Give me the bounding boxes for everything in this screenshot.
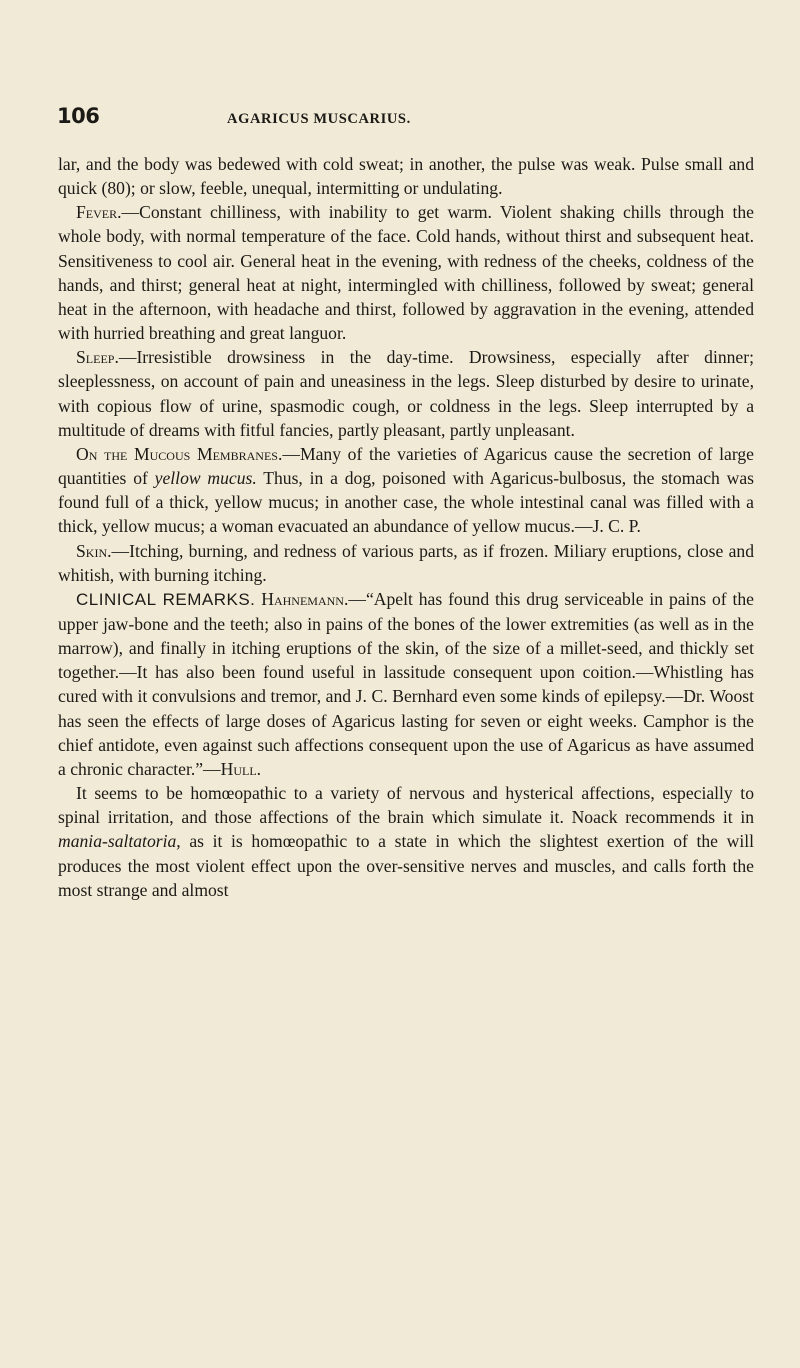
page-number: 106 (57, 104, 100, 128)
paragraph-fever (58, 200, 754, 345)
text-span: Thus, in a dog, poisoned with Agaricus-bulbosus, the stomach was found full of a thick, yellow mucus; in another case, the whole intestinal canal was filled with a thick, yellow mucus; a woman evacuated an abundance of yellow mucus.—J. C. P. (58, 468, 754, 537)
paragraph-homoeopathic (58, 781, 754, 902)
section-label-mucous-membranes: On the Mucous Membranes. (76, 443, 283, 464)
text-span: —“Apelt has found this drug serviceable in pains of the upper jaw-bone and the teeth; also in pains of the bones of the lower extremities (as well as in the marrow), and finally in itching eruptions of the skin, of the size of a millet-seed, and thickly set together.—It has also been found useful in lassitude consequent upon coition.—Whistling has cured with it convulsions and tremor, and J. C. Bernhard even some kinds of epilepsy.—Dr. Woost has seen the effects of large doses of Agaricus lasting for seven or eight weeks. Camphor is the chief antidote, even against such affections consequent upon the use of Agaricus as have assumed a chronic character.”— (58, 588, 754, 779)
paragraph-mucous-membranes (58, 442, 754, 539)
paragraph-clinical-remarks (58, 587, 754, 781)
text-span: —Itching, burning, and redness of various parts, as if frozen. Miliary eruptions, close and whitish, with burning itching. (58, 540, 754, 585)
section-label-skin: Skin. (76, 540, 112, 561)
text-span: as it is homœopathic to a state in which the slightest exertion of the will produces the most violent effect upon the over-sensitive nerves and muscles, and calls forth the most strange and almost (58, 831, 754, 900)
body-text (58, 152, 754, 902)
text-span: lar, and the body was bedewed with cold sweat; in another, the pulse was weak. Pulse small and quick (80); or slow, feeble, unequal, intermitting or undulating. (58, 154, 754, 199)
text-span: —Constant chilliness, with inability to get warm. Violent shaking chills through the whole body, with normal temperature of the face. Cold hands, without thirst and subsequent heat. Sensitiveness to cool air. General heat in the evening, with redness of the cheeks, coldness of the hands, and thirst; general heat at night, intermingled with chilliness, followed by sweat; general heat in the afternoon, with headache and thirst, followed by aggravation in the evening, attended with hurried breathing and great languor. (58, 202, 754, 344)
paragraph-pulse (58, 152, 754, 200)
text-span: —Many of the varieties of Agaricus cause the secretion of large quantities of (58, 443, 754, 489)
paragraph-skin (58, 539, 754, 587)
paragraph-sleep (58, 345, 754, 442)
section-heading-clinical-remarks: CLINICAL REMARKS. (76, 589, 256, 609)
text-span: It seems to be homœopathic to a variety of nervous and hysterical affections, especially to spinal irritation, and those affections of the brain which simulate it. Noack recommends it in (58, 783, 754, 828)
attribution-hull: Hull. (220, 758, 262, 779)
attribution-hahnemann: Hahnemann. (261, 588, 349, 609)
text-span: —Irresistible drowsiness in the day-time. Drowsiness, especially after dinner; sleeplessness, on account of pain and uneasiness in the legs. Sleep disturbed by desire to urinate, with copious flow of urine, spasmodic cough, or coldness in the legs. Sleep interrupted by a multitude of dreams with fitful fancies, partly pleasant, partly unpleasant. (58, 347, 754, 440)
section-label-sleep: Sleep. (76, 347, 119, 368)
italic-term-mania-saltatoria: mania-saltatoria, (58, 831, 181, 852)
page-header (57, 104, 753, 134)
running-title: AGARICUS MUSCARIUS. (227, 111, 411, 127)
italic-term-yellow-mucus: yellow mucus. (154, 468, 257, 489)
section-label-fever: Fever. (76, 202, 122, 223)
